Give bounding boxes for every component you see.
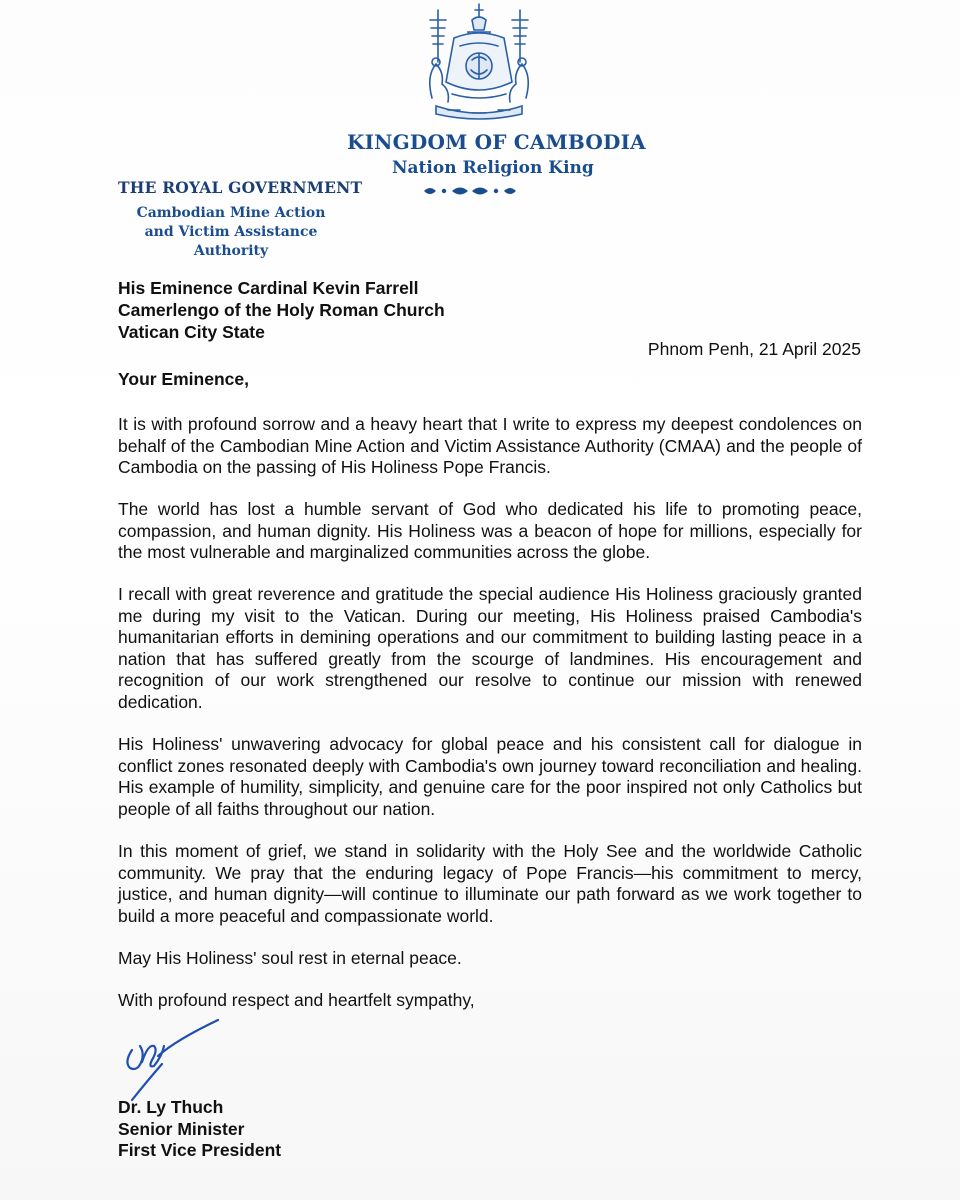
authority-line-2: and Victim Assistance Authority: [144, 224, 318, 259]
government-heading: THE ROYAL GOVERNMENT: [118, 178, 363, 197]
body-paragraph: I recall with great reverence and gratitude the special audience His Holiness graciously granted me during my visit to the Vatican. During our meeting, His Holiness praised Cambodia's humanitarian efforts in demining operations and our commitment to building lasting peace in a nation that has suffered greatly from the scourge of landmines. His encouragement and recognition of our work strengthened our resolve to continue our mission with renewed dedication.: [118, 584, 862, 712]
closing-line: With profound respect and heartfelt sympathy,: [118, 990, 475, 1010]
recipient-location: Vatican City State: [118, 322, 265, 342]
body-paragraph: His Holiness' unwavering advocacy for global peace and his consistent call for dialogue in conflict zones resonated deeply with Cambodia's own journey toward reconciliation and healing. His example of humility, simplicity, and genuine care for the poor inspired not only Catholics but people of all faiths throughout our nation.: [118, 734, 862, 819]
royal-coat-of-arms-icon: [408, 2, 550, 124]
signatory-title-2: First Vice President: [118, 1140, 282, 1160]
recipient-title: Camerlengo of the Holy Roman Church: [118, 300, 445, 320]
body-paragraph: In this moment of grief, we stand in solidarity with the Holy See and the worldwide Catholic community. We pray that the enduring legacy of Pope Francis—his commitment to mercy, justice, and human dignity—will continue to illuminate our path forward as we work together to build a more peaceful and compassionate world.: [118, 841, 862, 926]
salutation: Your Eminence,: [118, 369, 249, 389]
authority-line-1: Cambodian Mine Action: [136, 205, 326, 221]
body-paragraph: It is with profound sorrow and a heavy heart that I write to express my deepest condolences on behalf of the Cambodian Mine Action and Victim Assistance Authority (CMAA) and the people of Cambodia on the passing of His Holiness Pope Francis.: [118, 414, 862, 477]
signatory-block: [118, 1097, 281, 1162]
letterhead-country: KINGDOM OF CAMBODIA: [347, 130, 646, 154]
recipient-block: [118, 277, 445, 343]
authority-name: [115, 204, 347, 261]
dateline: Phnom Penh, 21 April 2025: [647, 339, 861, 359]
body-paragraph: The world has lost a humble servant of God who dedicated his life to promoting peace, compassion, and human dignity. His Holiness was a beacon of hope for millions, especially for the most vulnerable and marginalized communities across the globe.: [118, 499, 862, 562]
signatory-title-1: Senior Minister: [118, 1118, 245, 1139]
signatory-name: Dr. Ly Thuch: [118, 1097, 224, 1117]
letterhead-motto: Nation Religion King: [392, 158, 594, 178]
body-paragraph: May His Holiness' soul rest in eternal peace.: [118, 948, 462, 968]
recipient-name: His Eminence Cardinal Kevin Farrell: [118, 278, 419, 298]
handwritten-signature-icon: [118, 1016, 228, 1102]
ornamental-divider-icon: [420, 183, 520, 199]
